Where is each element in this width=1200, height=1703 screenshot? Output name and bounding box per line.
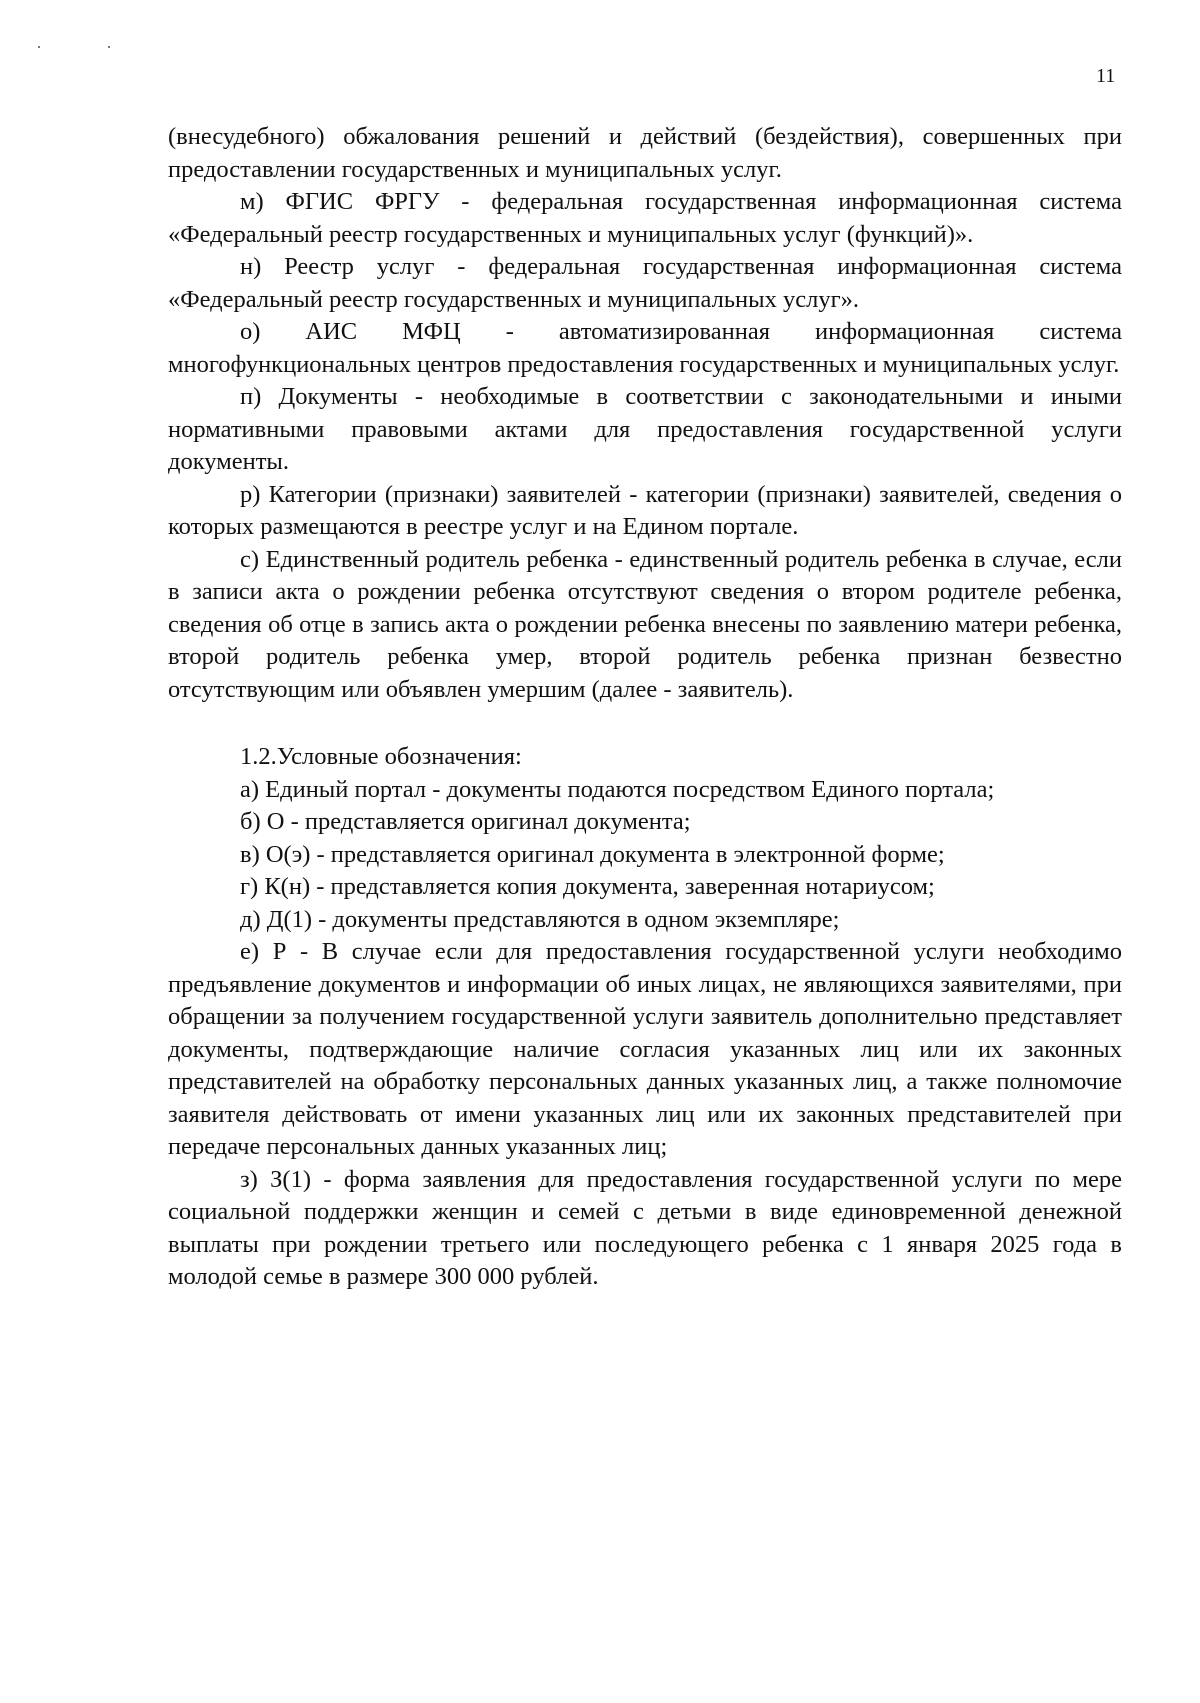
legend-item-notarized-copy: г) К(н) - представляется копия документа, заверенная нотариусом; <box>240 873 935 900</box>
scan-speck <box>38 46 40 48</box>
legend-item-application-form: з) З(1) - форма заявления для предоставления государственной услуги по мере социальной поддержки женщин и семей с детьми в виде единовременной денежной выплаты при рождении третьего или последующего ребенка с 1 января 2025 года в молодой семье в размере 300 000 рублей. <box>168 1165 1122 1290</box>
legend-item-original: б) О - представляется оригинал документа; <box>240 808 691 835</box>
paragraph-ais-mfc: о) АИС МФЦ - автоматизированная информационная система многофункциональных центров предоставления государственных и муниципальных услуг. <box>168 318 1122 378</box>
section-heading: 1.2.Условные обозначения: <box>240 743 522 770</box>
paragraph-single-parent: с) Единственный родитель ребенка - единственный родитель ребенка в случае, если в записи акта о рождении ребенка отсутствуют сведения о втором родителе ребенка, сведения об отце в запись акта о рождении ребенка внесены по заявлению матери ребенка, второй родитель ребенка умер, второй родитель ребенка признан безвестно отсутствующим или объявлен умершим (далее - заявитель). <box>168 545 1122 703</box>
legend-item-unified-portal: а) Единый портал - документы подаются посредством Единого портала; <box>240 775 995 803</box>
section-spacer <box>168 706 1122 741</box>
paragraph-appeal-continuation: (внесудебного) обжалования решений и действий (бездействия), совершенных при предоставлении государственных и муниципальных услуг. <box>168 123 1122 183</box>
document-body <box>168 121 1122 1294</box>
scan-speck <box>108 46 110 48</box>
legend-item-third-party-consent: е) Р - В случае если для предоставления государственной услуги необходимо предъявление документов и информации об иных лицах, не являющихся заявителями, при обращении за получением государственной услуги заявитель дополнительно представляет документы, подтверждающие наличие согласия указанных лиц или их законных представителей на обработку персональных данных указанных лиц, а также полномочие заявителя действовать от имени указанных лиц или их законных представителей при передаче персональных данных указанных лиц; <box>168 938 1122 1160</box>
legend-item-electronic-original: в) О(э) - представляется оригинал документа в электронной форме; <box>240 840 945 868</box>
paragraph-applicant-categories: р) Категории (признаки) заявителей - категории (признаки) заявителей, сведения о которых размещаются в реестре услуг и на Едином портале. <box>168 480 1122 540</box>
paragraph-documents: п) Документы - необходимые в соответствии с законодательными и иными нормативными правовыми актами для предоставления государственной услуги документы. <box>168 383 1122 475</box>
paragraph-services-registry: н) Реестр услуг - федеральная государственная информационная система «Федеральный реестр государственных и муниципальных услуг». <box>168 253 1122 313</box>
page-number: 11 <box>1096 65 1116 87</box>
paragraph-fgis-frgu: м) ФГИС ФРГУ - федеральная государственная информационная система «Федеральный реестр государственных и муниципальных услуг (функций)». <box>168 188 1122 248</box>
legend-item-single-copy: д) Д(1) - документы представляются в одном экземпляре; <box>240 905 840 933</box>
